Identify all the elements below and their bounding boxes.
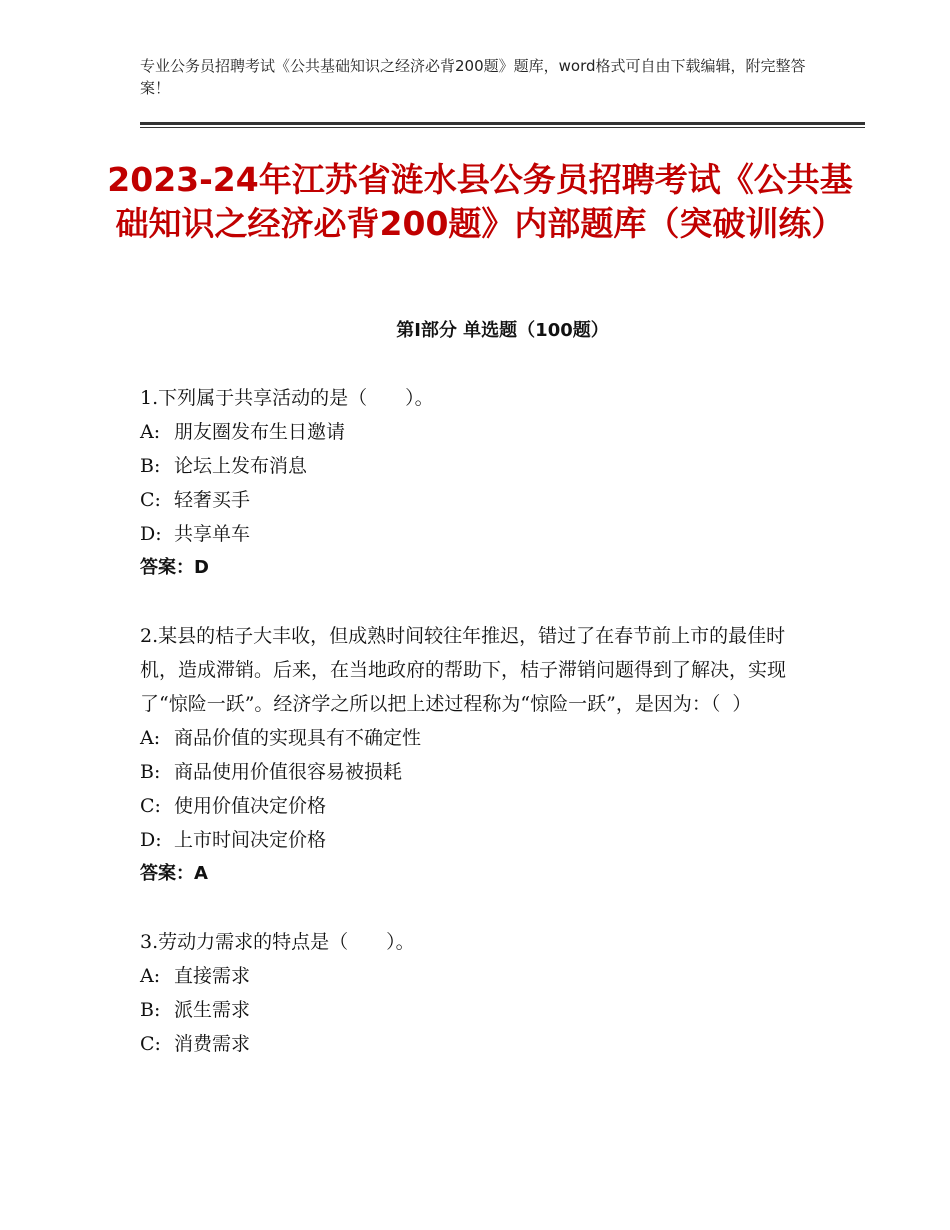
option-text: 使用价值决定价格 xyxy=(174,795,327,817)
section-heading: 第Ⅰ部分 单选题（100题） xyxy=(396,320,609,341)
question-2 xyxy=(140,619,820,891)
option-text: 轻奢买手 xyxy=(174,489,251,511)
answer-prefix: 答案： xyxy=(140,557,194,578)
option-label: C: xyxy=(140,795,161,817)
option-text: 消费需求 xyxy=(174,1033,251,1055)
option-label: A: xyxy=(140,965,161,987)
option-text: 商品使用价值很容易被损耗 xyxy=(174,761,403,783)
option-b xyxy=(140,449,820,483)
option-text: 直接需求 xyxy=(174,965,251,987)
option-c xyxy=(140,789,820,823)
option-c xyxy=(140,1027,820,1061)
option-c xyxy=(140,483,820,517)
option-label: C: xyxy=(140,1033,161,1055)
question-text: 1.下列属于共享活动的是（ ）。 xyxy=(140,387,434,409)
question-list xyxy=(140,381,820,1095)
option-d xyxy=(140,823,820,857)
option-label: D: xyxy=(140,523,162,545)
option-text: 派生需求 xyxy=(174,999,251,1021)
option-label: D: xyxy=(140,829,162,851)
header-rule-thin xyxy=(140,127,865,128)
option-text: 上市时间决定价格 xyxy=(174,829,327,851)
option-label: B: xyxy=(140,455,161,477)
option-b xyxy=(140,993,820,1027)
option-a xyxy=(140,415,820,449)
answer-value: A xyxy=(194,863,208,884)
option-label: B: xyxy=(140,999,161,1021)
header-rule-thick xyxy=(140,122,865,125)
question-3 xyxy=(140,925,820,1061)
option-text: 商品价值的实现具有不确定性 xyxy=(174,727,422,749)
answer-value: D xyxy=(194,557,209,578)
option-label: C: xyxy=(140,489,161,511)
option-a xyxy=(140,959,820,993)
option-b xyxy=(140,755,820,789)
option-a xyxy=(140,721,820,755)
option-label: A: xyxy=(140,727,161,749)
document-title: 2023-24年江苏省涟水县公务员招聘考试《公共基础知识之经济必背200题》内部题库（突破训练） xyxy=(107,160,853,243)
question-text: 3.劳动力需求的特点是（ ）。 xyxy=(140,931,415,953)
option-d xyxy=(140,517,820,551)
option-text: 朋友圈发布生日邀请 xyxy=(174,421,346,443)
option-label: B: xyxy=(140,761,161,783)
question-text: 2.某县的桔子大丰收，但成熟时间较往年推迟，错过了在春节前上市的最佳时机，造成滞销。后来，在当地政府的帮助下，桔子滞销问题得到了解决，实现了“惊险一跃”。经济学之所以把上述过程称为“惊险一跃”，是因为：（ ） xyxy=(140,625,787,715)
header-note: 专业公务员招聘考试《公共基础知识之经济必背200题》题库，word格式可自由下载编辑，附完整答案！ xyxy=(140,57,806,97)
option-text: 共享单车 xyxy=(174,523,251,545)
option-text: 论坛上发布消息 xyxy=(174,455,308,477)
question-1 xyxy=(140,381,820,585)
option-label: A: xyxy=(140,421,161,443)
answer-line xyxy=(140,551,820,585)
answer-line xyxy=(140,857,820,891)
answer-prefix: 答案： xyxy=(140,863,194,884)
